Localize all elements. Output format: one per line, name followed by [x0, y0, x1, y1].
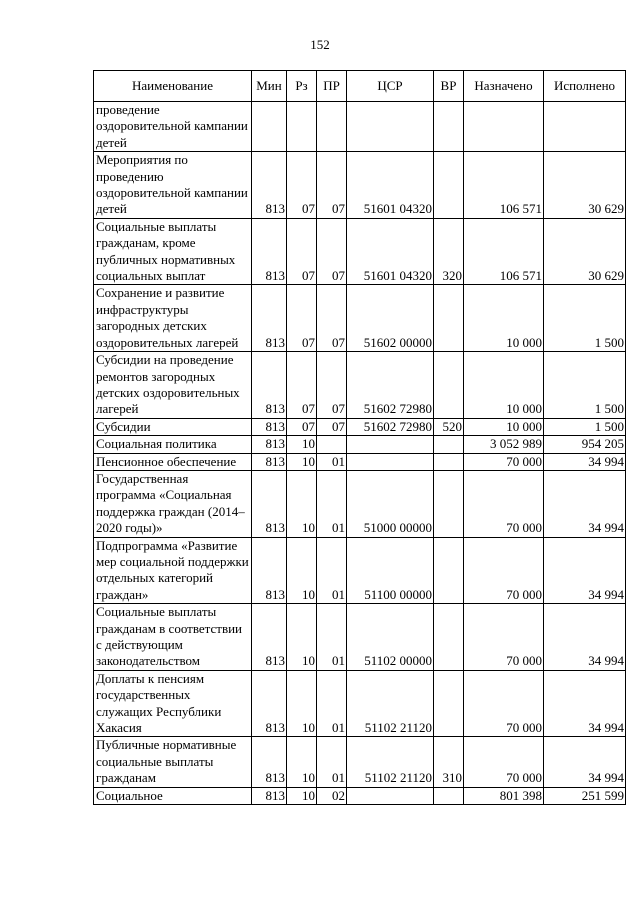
cell-name: Социальное — [94, 787, 252, 804]
cell-executed: 34 994 — [544, 670, 626, 737]
cell-pr — [317, 436, 347, 453]
cell-pr: 07 — [317, 152, 347, 219]
table-row — [94, 470, 626, 537]
cell-rz: 10 — [287, 453, 317, 470]
cell-rz: 07 — [287, 352, 317, 419]
cell-name: Социальная политика — [94, 436, 252, 453]
cell-executed: 34 994 — [544, 604, 626, 671]
cell-assigned: 70 000 — [464, 453, 544, 470]
cell-pr: 01 — [317, 737, 347, 787]
cell-name: Социальные выплаты гражданам в соответствии с действующим законодательством — [94, 604, 252, 671]
cell-pr: 01 — [317, 604, 347, 671]
cell-pr: 01 — [317, 470, 347, 537]
table-row — [94, 102, 626, 152]
cell-assigned: 70 000 — [464, 737, 544, 787]
table-row — [94, 352, 626, 419]
table-row — [94, 787, 626, 804]
cell-csr: 51602 72980 — [347, 418, 434, 435]
page-number: 152 — [310, 37, 330, 52]
cell-vr — [434, 604, 464, 671]
cell-assigned: 106 571 — [464, 152, 544, 219]
cell-min: 813 — [252, 787, 287, 804]
cell-assigned: 70 000 — [464, 604, 544, 671]
cell-min: 813 — [252, 152, 287, 219]
cell-name: Субсидии — [94, 418, 252, 435]
cell-executed: 1 500 — [544, 352, 626, 419]
column-header-csr: ЦСР — [347, 71, 434, 102]
cell-csr: 51601 04320 — [347, 218, 434, 285]
cell-rz: 10 — [287, 537, 317, 604]
cell-vr — [434, 470, 464, 537]
table-row — [94, 418, 626, 435]
cell-executed: 30 629 — [544, 152, 626, 219]
cell-csr: 51601 04320 — [347, 152, 434, 219]
cell-min: 813 — [252, 218, 287, 285]
cell-csr — [347, 787, 434, 804]
cell-name: проведение оздоровительной кампании детей — [94, 102, 252, 152]
cell-pr: 07 — [317, 352, 347, 419]
table-row — [94, 152, 626, 219]
cell-name: Подпрограмма «Развитие мер социальной поддержки отдельных категорий граждан» — [94, 537, 252, 604]
cell-rz: 07 — [287, 218, 317, 285]
cell-name: Доплаты к пенсиям государственных служащих Республики Хакасия — [94, 670, 252, 737]
cell-name: Субсидии на проведение ремонтов загородных детских оздоровительных лагерей — [94, 352, 252, 419]
table-row — [94, 285, 626, 352]
cell-rz: 07 — [287, 152, 317, 219]
cell-pr: 07 — [317, 418, 347, 435]
cell-min: 813 — [252, 470, 287, 537]
cell-executed: 34 994 — [544, 470, 626, 537]
cell-vr: 320 — [434, 218, 464, 285]
cell-csr: 51102 00000 — [347, 604, 434, 671]
cell-vr — [434, 670, 464, 737]
column-header-assigned: Назначено — [464, 71, 544, 102]
cell-vr — [434, 436, 464, 453]
cell-assigned: 10 000 — [464, 352, 544, 419]
cell-csr: 51602 00000 — [347, 285, 434, 352]
cell-min: 813 — [252, 604, 287, 671]
cell-csr: 51102 21120 — [347, 670, 434, 737]
cell-executed: 1 500 — [544, 285, 626, 352]
cell-csr: 51102 21120 — [347, 737, 434, 787]
cell-rz: 10 — [287, 436, 317, 453]
cell-csr: 51602 72980 — [347, 352, 434, 419]
cell-executed: 954 205 — [544, 436, 626, 453]
cell-pr: 01 — [317, 537, 347, 604]
cell-rz: 10 — [287, 604, 317, 671]
cell-executed: 34 994 — [544, 537, 626, 604]
cell-csr — [347, 453, 434, 470]
cell-vr: 520 — [434, 418, 464, 435]
cell-assigned: 3 052 989 — [464, 436, 544, 453]
cell-csr: 51000 00000 — [347, 470, 434, 537]
cell-executed: 1 500 — [544, 418, 626, 435]
cell-pr: 07 — [317, 285, 347, 352]
table-row — [94, 604, 626, 671]
cell-executed — [544, 102, 626, 152]
cell-csr — [347, 102, 434, 152]
table-row — [94, 436, 626, 453]
table-row — [94, 737, 626, 787]
cell-min: 813 — [252, 537, 287, 604]
cell-pr: 01 — [317, 670, 347, 737]
cell-rz: 07 — [287, 418, 317, 435]
cell-assigned: 70 000 — [464, 670, 544, 737]
cell-pr: 07 — [317, 218, 347, 285]
table-row — [94, 670, 626, 737]
table-row — [94, 453, 626, 470]
cell-name: Социальные выплаты гражданам, кроме публичных нормативных социальных выплат — [94, 218, 252, 285]
cell-min: 813 — [252, 418, 287, 435]
cell-executed: 251 599 — [544, 787, 626, 804]
column-header-vr: ВР — [434, 71, 464, 102]
cell-min: 813 — [252, 436, 287, 453]
table-row — [94, 218, 626, 285]
cell-vr — [434, 102, 464, 152]
cell-assigned: 106 571 — [464, 218, 544, 285]
cell-min: 813 — [252, 670, 287, 737]
cell-vr — [434, 285, 464, 352]
cell-min: 813 — [252, 352, 287, 419]
cell-vr — [434, 537, 464, 604]
cell-rz: 10 — [287, 787, 317, 804]
cell-assigned: 801 398 — [464, 787, 544, 804]
cell-vr — [434, 787, 464, 804]
column-header-executed: Исполнено — [544, 71, 626, 102]
cell-rz — [287, 102, 317, 152]
cell-rz: 10 — [287, 737, 317, 787]
cell-name: Пенсионное обеспечение — [94, 453, 252, 470]
cell-assigned: 70 000 — [464, 470, 544, 537]
cell-rz: 10 — [287, 470, 317, 537]
column-header-rz: Рз — [287, 71, 317, 102]
cell-name: Сохранение и развитие инфраструктуры загородных детских оздоровительных лагерей — [94, 285, 252, 352]
cell-pr: 02 — [317, 787, 347, 804]
cell-csr: 51100 00000 — [347, 537, 434, 604]
cell-assigned: 70 000 — [464, 537, 544, 604]
cell-rz: 10 — [287, 670, 317, 737]
budget-table — [93, 70, 626, 805]
cell-assigned — [464, 102, 544, 152]
cell-min — [252, 102, 287, 152]
cell-rz: 07 — [287, 285, 317, 352]
cell-min: 813 — [252, 453, 287, 470]
cell-csr — [347, 436, 434, 453]
column-header-min: Мин — [252, 71, 287, 102]
cell-vr — [434, 152, 464, 219]
cell-assigned: 10 000 — [464, 418, 544, 435]
cell-pr — [317, 102, 347, 152]
cell-executed: 34 994 — [544, 453, 626, 470]
cell-pr: 01 — [317, 453, 347, 470]
cell-executed: 34 994 — [544, 737, 626, 787]
column-header-pr: ПР — [317, 71, 347, 102]
cell-vr — [434, 453, 464, 470]
cell-min: 813 — [252, 285, 287, 352]
cell-name: Государственная программа «Социальная поддержка граждан (2014–2020 годы)» — [94, 470, 252, 537]
column-header-name: Наименование — [94, 71, 252, 102]
cell-executed: 30 629 — [544, 218, 626, 285]
cell-vr: 310 — [434, 737, 464, 787]
table-header-row — [94, 71, 626, 102]
cell-min: 813 — [252, 737, 287, 787]
cell-vr — [434, 352, 464, 419]
cell-name: Публичные нормативные социальные выплаты гражданам — [94, 737, 252, 787]
cell-name: Мероприятия по проведению оздоровительной кампании детей — [94, 152, 252, 219]
cell-assigned: 10 000 — [464, 285, 544, 352]
table-row — [94, 537, 626, 604]
